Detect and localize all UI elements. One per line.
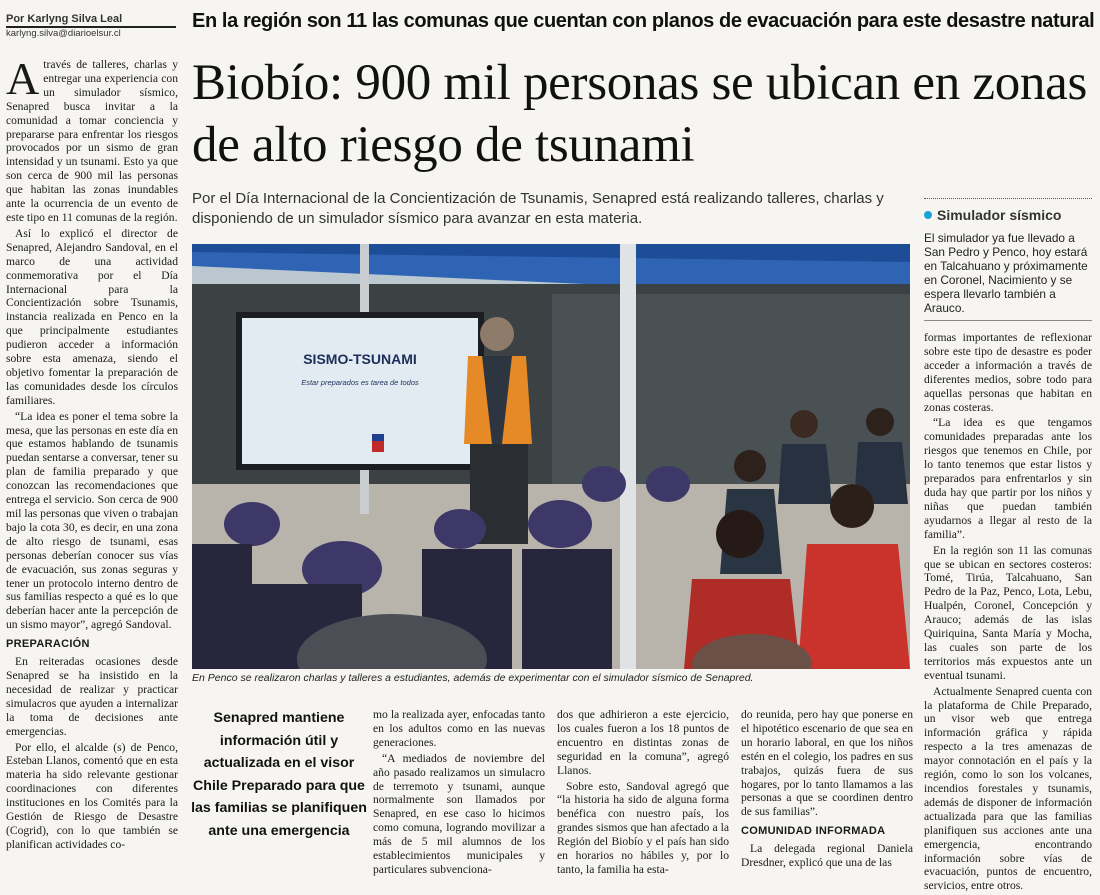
sidebar-text: El simulador ya fue llevado a San Pedro y Penco, hoy estará en Talcahuano y próximamente en Coronel, Nacimiento y se espera llevarlo también a Arauco. [924, 231, 1088, 315]
column-1 [6, 53, 178, 854]
bullet-icon [924, 211, 932, 219]
paragraph: do reunida, pero hay que ponerse en el hipotético escenario de que sea en un horario laboral, en que los niños estén en el colegio, los padres en sus trabajos, quizás fuera de sus hogares, por lo tanto llamamos a las personas a que se coordinen dentro de sus familias”. [741, 708, 913, 819]
paragraph: “La idea es que tengamos comunidades preparadas ante los riesgos que tenemos en Chile, por lo tanto tenemos que estar listos y preparados para enfrentarlos y sin duda hay que partir por los niños y niñas que puedan también ayudarnos a llegar al resto de la familia”. [924, 416, 1092, 541]
sidebar-box [924, 207, 1092, 315]
photo [192, 244, 910, 669]
headline: Biobío: 900 mil personas se ubican en zonas de alto riesgo de tsunami [192, 55, 1088, 173]
subhead-preparacion: PREPARACIÓN [6, 638, 90, 651]
column-3 [557, 708, 729, 879]
paragraph: Por ello, el alcalde (s) de Penco, Esteban Llanos, comentó que en esta materia ha sido relevante gestionar coordinaciones con diferentes instituciones en los Comités para la Gestión de Riesgo de Desastre (Cogrid), con lo que también se planifican actividades co- [6, 740, 178, 851]
byline-author: Por Karlyng Silva Leal [6, 13, 123, 25]
paragraph: Así lo explicó el director de Senapred, Alejandro Sandoval, en el marco de una actividad conmemorativa por el Día Internacional para la Concientización sobre Tsunamis, instancia realizada en Penco en la que principalmente estudiantes pudieron acceder a información sobre esta amenaza, siendo el objetivo fomentar la preparación de las comunidades desde los círculos familiares. [6, 226, 178, 407]
kicker: En la región son 11 las comunas que cuentan con planos de evacuación para este desastre natural [192, 10, 1095, 32]
sidebar-title: Simulador sísmico [937, 207, 1062, 223]
paragraph: dos que adhirieron a este ejercicio, los cuales fueron a los 18 puntos de encuentro en distintas zonas de seguridad en la comuna”, agregó Llanos. [557, 708, 729, 777]
lead: Por el Día Internacional de la Concientización de Tsunamis, Senapred está realizando talleres, charlas y disponiendo de un simulador sísmico para avanzar en esta materia. [192, 190, 884, 227]
column-5 [924, 331, 1092, 895]
sidebar-rule [924, 198, 1092, 199]
paragraph: Actualmente Senapred cuenta con la plataforma de Chile Preparado, un visor web que entrega información gráfica y rápida respecto a la tres amenazas de mayor connotación en el país y la región, como lo son los volcanes, incendios forestales y tsunamis, además de disponer de información actualizada para que las familias planifiquen sus acciones ante una emergencia, encontrando información sobre vías de evacuación, puntos de encuentro, servicios, entre otros. [924, 684, 1092, 893]
drop-cap: A [6, 53, 40, 104]
column-2 [373, 708, 545, 879]
screen-subtitle: Estar preparados es tarea de todos [301, 378, 419, 387]
pull-quote: Senapred mantiene información útil y actualizada en el visor Chile Preparado para que las familias se planifiquen ante una emergencia [191, 710, 367, 839]
paragraph: La delegada regional Daniela Dresdner, explicó que una de las [741, 842, 913, 870]
paragraph: formas importantes de reflexionar sobre este tipo de desastre es poder acceder a información a través de diferentes medios, sobre todo para aquellas personas que habitan en zonas costeras. [924, 331, 1092, 414]
subhead-comunidad: COMUNIDAD INFORMADA [741, 825, 886, 838]
paragraph: Sobre esto, Sandoval agregó que “la historia ha sido de alguna forma benéfica con nuestro país, los grandes sismos que han afectado a la Región del Biobío y el país han sido en horarios no hábiles y, por lo tanto, la familia ha esta- [557, 779, 729, 876]
paragraph: En la región son 11 las comunas que se ubican en sectores costeros: Tomé, Tirúa, Talcahuano, San Pedro de la Paz, Penco, Lota, Lebu, Hualpén, Coronel, Concepción y Arauco; además de las islas Quiriquina, Santa María y Mocha, las cuales son parte de los territorios más expuestos ante un eventual tsunami. [924, 543, 1092, 682]
sidebar-bottom-rule [924, 320, 1092, 321]
byline-email: karlyng.silva@diarioelsur.cl [6, 28, 121, 39]
paragraph: mo la realizada ayer, enfocadas tanto en los adultos como en las nuevas generaciones. [373, 708, 545, 749]
photo-illustration [192, 244, 910, 669]
paragraph: “La idea es poner el tema sobre la mesa, que las personas en este día en que estamos hablando de tsunamis puedan sentarse a conversar, tener su plan de familia preparado y que conozcan las recomendaciones que entrega el servicio. Son cerca de 900 mil las personas que viven o trabajan bajo la cota 30, es decir, en una zona de alto riesgo de tsunami, esas personas deberían conocer sus vías de evacuación, sus zonas seguras y tener un protocolo interno dentro de sus familias respecto a qué es lo que deberían hacer ante la percepción de un sismo mayor”, agregó Sandoval. [6, 409, 178, 632]
paragraph [6, 53, 178, 225]
byline-rule [6, 26, 176, 28]
paragraph: “A mediados de noviembre del año pasado realizamos un simulacro de terremoto y tsunami, aunque normalmente son llamados por Senapred, en ese caso lo hicimos como comuna, logrando movilizar a más de 5 mil alumnos de los establecimientos municipales y particulares subvenciona- [373, 751, 545, 876]
paragraph-text: través de talleres, charlas y entregar una experiencia con un simulador sísmico, Senapred busca invitar a la comunidad a tomar conciencia y prepararse para enfrentar los riesgos provocados por un sismo de gran intensidad y un tsunami. Esto ya que son cerca de 900 mil las personas que habitan las zonas inundables ante la ocurrencia de un evento de este tipo en 11 comunas de la región. [6, 58, 178, 224]
paragraph: En reiteradas ocasiones desde Senapred se ha insistido en la necesidad de realizar y practicar simulacros que ayuden a internalizar la toma de decisiones ante emergencias. [6, 655, 178, 738]
screen-title: SISMO-TSUNAMI [303, 351, 417, 367]
photo-caption: En Penco se realizaron charlas y talleres a estudiantes, además de experimentar con el simulador sísmico de Senapred. [192, 672, 754, 684]
column-4 [741, 708, 913, 872]
